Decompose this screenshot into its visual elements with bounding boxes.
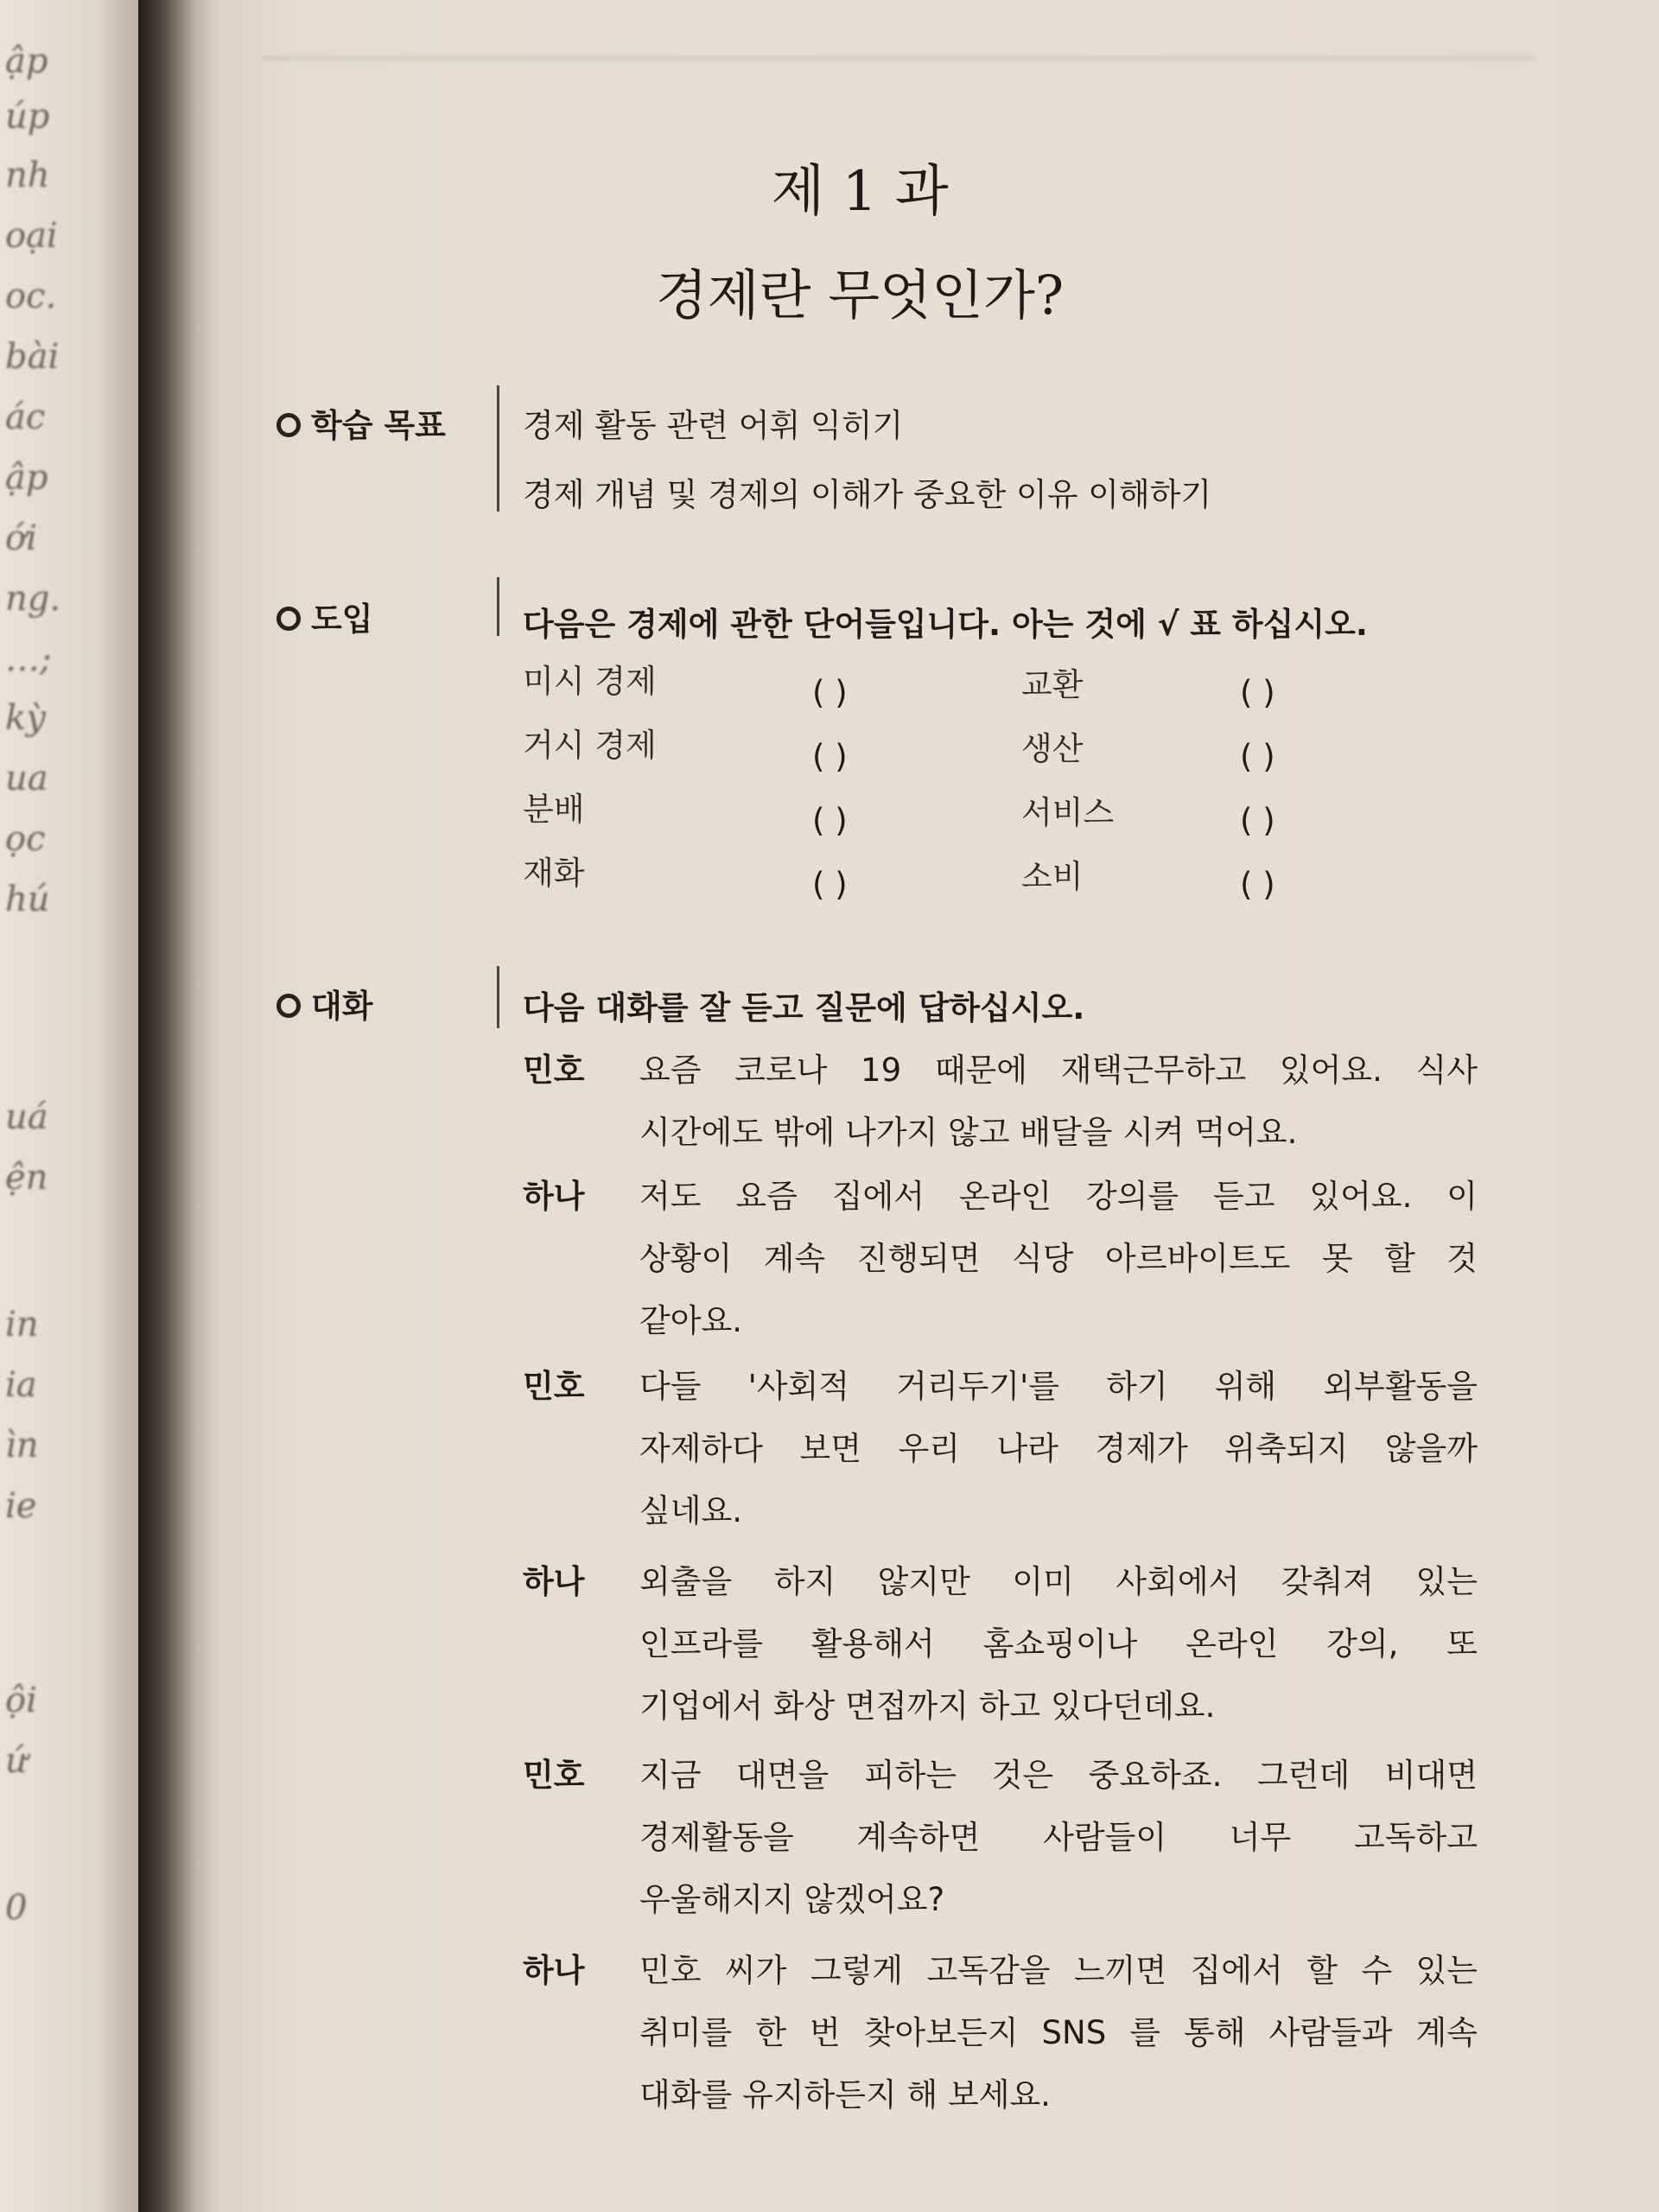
left-text-fragment: ọc [5, 819, 46, 859]
dialogue-line: 시간에도 밖에 나가지 않고 배달을 시켜 먹어요. [639, 1114, 1298, 1151]
circle-bullet-icon [276, 994, 301, 1018]
dialogue-label-text: 대화 [311, 988, 373, 1025]
left-text-fragment: ới [5, 518, 37, 558]
lesson-number: 제 1 과 [771, 160, 949, 224]
dialogue-line: 요즘 코로나 19 때문에 재택근무하고 있어요. 식사 [639, 1052, 1478, 1089]
dialogue-label [276, 980, 372, 1027]
left-text-fragment: uá [5, 1097, 48, 1137]
dialogue-line: 대화를 유지하든지 해 보세요. [639, 2076, 1051, 2113]
dialogue-line: 민호 씨가 그렇게 고독감을 느끼면 집에서 할 수 있는 [639, 1952, 1478, 1989]
book-gutter [138, 0, 216, 2212]
left-text-fragment: bài [5, 337, 60, 377]
left-text-fragment: úp [5, 97, 50, 137]
left-text-fragment: kỳ [5, 698, 46, 738]
circle-bullet-icon [276, 413, 301, 437]
left-text-fragment: ác [5, 397, 46, 437]
goal-item: 경제 활동 관련 어휘 익히기 [523, 407, 904, 444]
goals-label-text: 학습 목표 [311, 407, 446, 444]
speaker-name: 하나 [523, 1178, 585, 1215]
left-text-fragment: nh [5, 156, 50, 195]
speaker-name: 민호 [523, 1052, 585, 1089]
left-text-fragment: ng. [5, 579, 61, 619]
dialogue-line: 같아요. [639, 1302, 742, 1339]
dialogue-line: 싶네요. [639, 1492, 742, 1529]
dialogue-line: 외출을 하지 않지만 이미 사회에서 갖춰져 있는 [639, 1563, 1478, 1600]
dialogue-instruction: 다음 대화를 잘 듣고 질문에 답하십시오. [523, 989, 1085, 1027]
left-text-fragment: oc. [5, 276, 57, 316]
speaker-name: 하나 [523, 1952, 585, 1989]
circle-bullet-icon [276, 607, 301, 631]
check-box[interactable]: ( ) [1240, 802, 1275, 839]
intro-label-text: 도입 [311, 601, 373, 638]
left-text-fragment: ứ [5, 1741, 28, 1781]
left-text-fragment: in [5, 1305, 39, 1344]
left-facing-page [0, 0, 138, 2212]
running-head [264, 22, 1534, 60]
intro-instruction: 다음은 경제에 관한 단어들입니다. 아는 것에 √ 표 하십시오. [523, 606, 1368, 643]
lesson-title: 경제란 무엇인가? [655, 264, 1065, 327]
dialogue-line: 경제활동을 계속하면 사람들이 너무 고독하고 [639, 1819, 1478, 1856]
vocab-word: 교환 [1021, 666, 1084, 703]
vocab-word: 재화 [523, 855, 585, 892]
left-text-fragment: ện [5, 1158, 48, 1198]
dialogue-line: 우울해지지 않겠어요? [639, 1881, 945, 1918]
dialogue-line: 상황이 계속 진행되면 식당 아르바이트도 못 할 것 [639, 1240, 1478, 1277]
check-box[interactable]: ( ) [1240, 866, 1275, 903]
left-text-fragment: ập [5, 458, 48, 498]
goals-divider [497, 385, 499, 512]
speaker-name: 민호 [523, 1757, 585, 1794]
goals-label [276, 399, 446, 446]
dialogue-line: 취미를 한 번 찾아보든지 SNS 를 통해 사람들과 계속 [639, 2014, 1478, 2051]
book-page [216, 0, 1659, 2212]
dialogue-line: 지금 대면을 피하는 것은 중요하죠. 그런데 비대면 [639, 1757, 1478, 1794]
check-box[interactable]: ( ) [1240, 674, 1275, 711]
vocab-word: 미시 경제 [523, 663, 657, 700]
left-text-fragment: …; [5, 639, 52, 679]
intro-divider [497, 577, 499, 636]
check-box[interactable]: ( ) [1240, 738, 1275, 775]
left-text-fragment: ội [5, 1681, 37, 1720]
check-box[interactable]: ( ) [812, 866, 848, 903]
left-text-fragment: ập [5, 41, 48, 81]
vocab-word: 서비스 [1021, 794, 1115, 831]
vocab-word: 소비 [1021, 858, 1084, 895]
speaker-name: 민호 [523, 1368, 585, 1405]
dialogue-divider [497, 966, 499, 1028]
left-text-fragment: ìn [5, 1426, 39, 1465]
speaker-name: 하나 [523, 1563, 585, 1600]
left-text-fragment: ia [5, 1365, 37, 1405]
left-text-fragment: oại [5, 216, 58, 256]
intro-label [276, 593, 372, 639]
dialogue-line: 저도 요즘 집에서 온라인 강의를 듣고 있어요. 이 [639, 1178, 1478, 1215]
left-text-fragment: ie [5, 1486, 37, 1526]
left-text-fragment: 0 [5, 1888, 28, 1928]
goal-item: 경제 개념 및 경제의 이해가 중요한 이유 이해하기 [523, 476, 1212, 513]
left-text-fragment: ua [5, 759, 48, 798]
dialogue-line: 다들 '사회적 거리두기'를 하기 위해 외부활동을 [639, 1368, 1478, 1405]
vocab-word: 거시 경제 [523, 727, 657, 764]
dialogue-line: 인프라를 활용해서 홈쇼핑이나 온라인 강의, 또 [639, 1625, 1478, 1662]
check-box[interactable]: ( ) [812, 802, 848, 839]
vocab-word: 분배 [523, 791, 585, 828]
dialogue-line: 자제하다 보면 우리 나라 경제가 위축되지 않을까 [639, 1430, 1478, 1467]
check-box[interactable]: ( ) [812, 738, 848, 775]
check-box[interactable]: ( ) [812, 674, 848, 711]
vocab-word: 생산 [1021, 730, 1084, 767]
left-text-fragment: hú [5, 880, 50, 919]
dialogue-line: 기업에서 화상 면접까지 하고 있다던데요. [639, 1688, 1216, 1725]
